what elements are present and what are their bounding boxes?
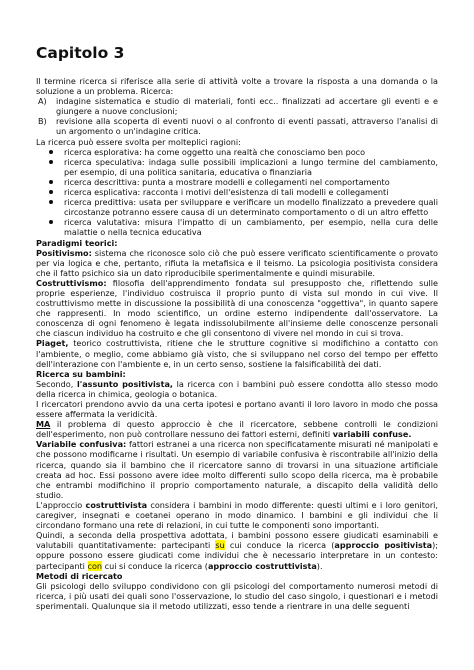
paradigmi-heading: Paradigmi teorici: bbox=[36, 237, 118, 248]
costruttivismo-paragraph bbox=[36, 278, 438, 339]
metodi-paragraph: Gli psicologi dello sviluppo condividono con gli psicologi del comportamento numerosi metodi di ricerca, i più usati dei quali sono l'osservazione, lo studio del caso singolo, i questionari e i metodi sperimentali. Qualunque sia il metodo utilizzati, esso tende a rientrare in una delle seguenti bbox=[36, 580, 438, 611]
chapter-title: Capitolo 3 bbox=[36, 44, 125, 62]
bold-term: variabili confuse. bbox=[332, 429, 412, 440]
paragraph-text: il problema di questo approccio è che il ricercatore, sebbene controlli le condizioni dell'esperimento, non può controllare nessuno dei fattori esterni, definiti bbox=[36, 419, 438, 440]
term-label: Variabile confusiva: bbox=[36, 439, 127, 450]
term-label: Positivismo: bbox=[36, 247, 92, 258]
list-item-text: ricerca valutativa: misura l'impatto di un cambiamento, per esempio, nella cura delle malattie o nella tecnica educativa bbox=[64, 217, 438, 238]
bold-term: approccio costruttivista bbox=[207, 560, 317, 571]
paragraph-text: teorico costruttivista, ritiene che le strutture cognitive si modifichino a contatto con l'ambiente, o meglio, come abbiamo già visto, che si sviluppano nel corso del tempo per effetto dell'interazione con l'ambiente e, in un certo senso, sostiene la falsificabilità dei dati. bbox=[36, 338, 438, 369]
types-intro: La ricerca può essere svolta per molteplici ragioni: bbox=[36, 136, 241, 147]
ma-paragraph bbox=[36, 419, 438, 439]
paragraph-text: la ricerca con i bambini può essere condotta allo stesso modo della ricerca in chimica, geologia o botanica. bbox=[36, 378, 438, 399]
research-types-list bbox=[36, 147, 438, 238]
bullet-icon bbox=[49, 190, 53, 194]
list-item-text: ricerca speculativa: indaga sulle possibili implicazioni a lungo termine del cambiamento, per esempio, di una politica sanitaria, educativa o finanziaria bbox=[64, 156, 438, 177]
paragraph-text: fattori estranei a una ricerca non specificatamente misurati né manipolati e che possono modificarne i risultati. Un esempio di variabile confusiva è riscontrabile all'inizio della ricerca, quando sia il bambino che il ricercatore sanno di trovarsi in una situazione artificiale creata ad hoc. Essi possono avere idee molto differenti sullo scopo della ricerca, ma è probabile che entrambi modifichino il proprio comportamento naturale, a discapito della validità dello studio. bbox=[36, 439, 438, 500]
paragraph-text: ). bbox=[316, 560, 323, 571]
bullet-icon bbox=[49, 200, 53, 204]
list-item bbox=[36, 147, 438, 157]
approccio-paragraph bbox=[36, 500, 438, 530]
list-item bbox=[36, 197, 438, 217]
term-label: Piaget, bbox=[36, 338, 69, 349]
piaget-paragraph bbox=[36, 338, 438, 368]
positivismo-paragraph bbox=[36, 248, 438, 278]
list-item-text: ricerca predittiva: usata per sviluppare e verificare un modello finalizzato a prevedere quali circostanze potranno essere causa di un determinato comportamento o di un altro effetto bbox=[64, 197, 438, 218]
bullet-icon bbox=[49, 180, 53, 184]
bambini-heading: Ricerca su bambini: bbox=[36, 368, 126, 379]
paragraph-text: filosofia dell'apprendimento fondata sul presupposto che, riflettendo sulle proprie esperienze, l'individuo costruisca il proprio punto di vista sul mondo in cui vive. Il costruttivismo mette in discussione la possibilità di una conoscenza "oggettiva", in quanto sapere che rappresenti. In modo scientifico, un ordine esterno indipendente dall'osservatore. La conoscenza di ogni fenomeno è legata indissolubilmente all'insieme delle conoscenze personali che ciascun individuo ha costruito e che gli consentono di vivere nel mondo in cui si trova. bbox=[36, 277, 438, 339]
list-item bbox=[36, 187, 438, 197]
paragraph-text: cui conduce la ricerca ( bbox=[224, 540, 335, 551]
bold-term: l'assunto positivista, bbox=[76, 378, 173, 389]
list-item bbox=[36, 177, 438, 187]
list-marker: A) bbox=[38, 96, 47, 107]
intro-paragraph: Il termine ricerca si riferisce alla serie di attività volte a trovare la risposta a una domanda o la soluzione a un problema. Ricerca: bbox=[36, 76, 438, 97]
variabile-paragraph bbox=[36, 439, 438, 500]
paragraph-text: L'approccio bbox=[36, 499, 86, 510]
paragraph-text: Quindi, a seconda della prospettiva adottata, i bambini possono essere giudicati esaminabili e valutabili quantitativamente: partecipanti bbox=[36, 530, 438, 551]
quindi-paragraph bbox=[36, 530, 438, 570]
paragraph-text: ); oppure possono essere giudicati come individui che è necessario interpretare in un contesto: partecipanti bbox=[36, 540, 439, 571]
highlighted-word: con bbox=[87, 560, 103, 571]
paragraph-text: Secondo, bbox=[36, 378, 77, 389]
bold-term: costruttivista bbox=[85, 499, 148, 510]
list-item bbox=[36, 157, 438, 177]
bold-term: approccio positivista bbox=[334, 540, 433, 551]
ricercatori-paragraph: I ricercatori prendono avvio da una certa ipotesi e portano avanti il loro lavoro in modo che possa essere affermata la veridicità. bbox=[36, 399, 438, 420]
list-item-text: ricerca esplicativa: racconta i motivi dell'esistenza di tali modelli e collegamenti bbox=[64, 187, 389, 198]
list-item bbox=[36, 116, 438, 136]
list-item-text: revisione alla scoperta di eventi nuovi o al confronto di eventi passati, attraverso l'analisi di un argomento o un'indagine critica. bbox=[56, 116, 438, 137]
paragraph-text: sistema che riconosce solo ciò che può essere verificato scientificamente o provato per via logica e che, pertanto, rifiuta la metafisica e il teismo. La psicologia positivista considera che il fatto psichico sia un dato riproducibile sperimentalmente e quindi misurabile. bbox=[36, 247, 438, 278]
bullet-icon bbox=[49, 150, 53, 154]
list-marker: B) bbox=[38, 116, 47, 127]
term-label: Costruttivismo: bbox=[36, 277, 107, 288]
secondo-paragraph bbox=[36, 379, 438, 399]
bullet-icon bbox=[49, 160, 53, 164]
bullet-icon bbox=[49, 220, 53, 224]
paragraph-text: cui si conduce la ricerca ( bbox=[102, 560, 208, 571]
intro-list bbox=[36, 96, 438, 136]
paragraph-text: considera i bambini in modo differente: questi ultimi e i loro genitori, caregiver, insegnati e coetanei operano in modo dinamico. I bambini e gli individui che li circondano formano una rete di relazioni, in cui tutte le componenti sono importanti. bbox=[36, 499, 438, 531]
highlighted-word: su bbox=[215, 540, 225, 551]
ma-label: MA bbox=[36, 419, 51, 430]
list-item-text: ricerca descrittiva: punta a mostrare modelli e collegamenti nel comportamento bbox=[64, 176, 390, 187]
list-item bbox=[36, 217, 438, 237]
metodi-heading: Metodi di ricercato bbox=[36, 570, 123, 581]
list-item-text: ricerca esplorativa: ha come oggetto una realtà che conosciamo ben poco bbox=[64, 146, 366, 157]
list-item-text: indagine sistematica e studio di materiali, fonti ecc.. finalizzati ad accertare gli eventi e e giungere a nuove conclusioni; bbox=[56, 96, 438, 117]
list-item bbox=[36, 96, 438, 116]
